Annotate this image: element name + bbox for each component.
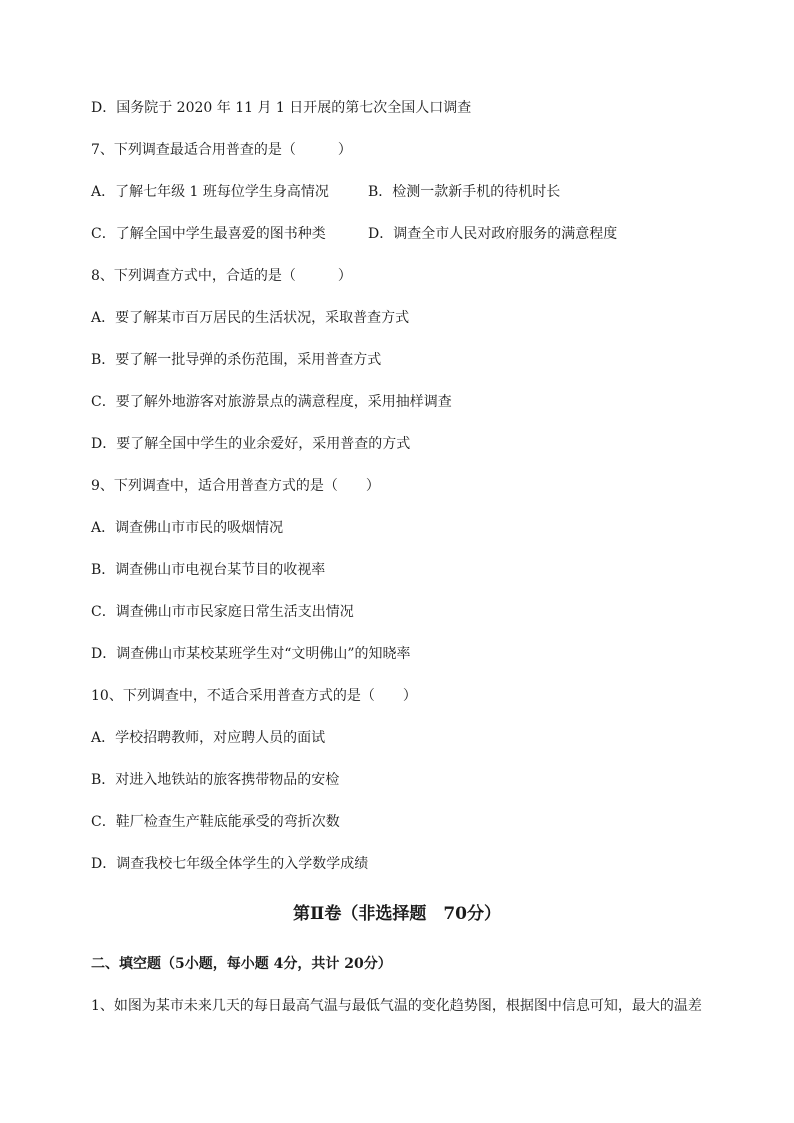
question-9-option-b: B．调查佛山市电视台某节目的收视率 [91, 562, 326, 578]
question-7-option-c: C．了解全国中学生最喜爱的图书种类 [91, 226, 326, 242]
part-2-title: 第Ⅱ卷（非选择题 70分） [293, 904, 501, 924]
question-7-option-a: A．了解七年级 1 班每位学生身高情况 [91, 184, 329, 200]
question-9-option-c: C．调查佛山市市民家庭日常生活支出情况 [91, 604, 354, 620]
question-8-option-c: C．要了解外地游客对旅游景点的满意程度，采用抽样调查 [91, 394, 452, 410]
question-9-option-a: A．调查佛山市市民的吸烟情况 [91, 520, 284, 536]
question-6-option-d: D．国务院于 2020 年 11 月 1 日开展的第七次全国人口调查 [91, 100, 472, 116]
question-8-option-b: B．要了解一批导弹的杀伤范围，采用普查方式 [91, 352, 382, 368]
question-8-stem: 8、下列调查方式中，合适的是（ ） [91, 268, 352, 284]
question-7-option-d: D．调查全市人民对政府服务的满意程度 [368, 226, 618, 242]
question-10-option-b: B．对进入地铁站的旅客携带物品的安检 [91, 772, 340, 788]
question-8-option-d: D．要了解全国中学生的业余爱好，采用普查的方式 [91, 436, 411, 452]
fill-in-question-1: 1、如图为某市未来几天的每日最高气温与最低气温的变化趋势图，根据图中信息可知，最大的温差 [91, 998, 702, 1014]
fill-in-section-heading: 二、填空题（5小题，每小题 4分，共计 20分） [91, 956, 392, 972]
question-10-option-c: C．鞋厂检查生产鞋底能承受的弯折次数 [91, 814, 340, 830]
question-10-option-a: A．学校招聘教师，对应聘人员的面试 [91, 730, 326, 746]
question-7-stem: 7、下列调查最适合用普查的是（ ） [91, 142, 352, 158]
question-7-option-b: B．检测一款新手机的待机时长 [368, 184, 561, 200]
question-10-stem: 10、下列调查中，不适合采用普查方式的是（ ） [91, 688, 417, 704]
question-9-option-d: D．调查佛山市某校某班学生对“文明佛山”的知晓率 [91, 646, 411, 662]
question-7-options-row-2 [91, 224, 618, 244]
question-10-option-d: D．调查我校七年级全体学生的入学数学成绩 [91, 856, 369, 872]
question-8-option-a: A．要了解某市百万居民的生活状况，采取普查方式 [91, 310, 410, 326]
question-7-options-row-1 [91, 182, 561, 202]
question-9-stem: 9、下列调查中，适合用普查方式的是（ ） [91, 478, 380, 494]
